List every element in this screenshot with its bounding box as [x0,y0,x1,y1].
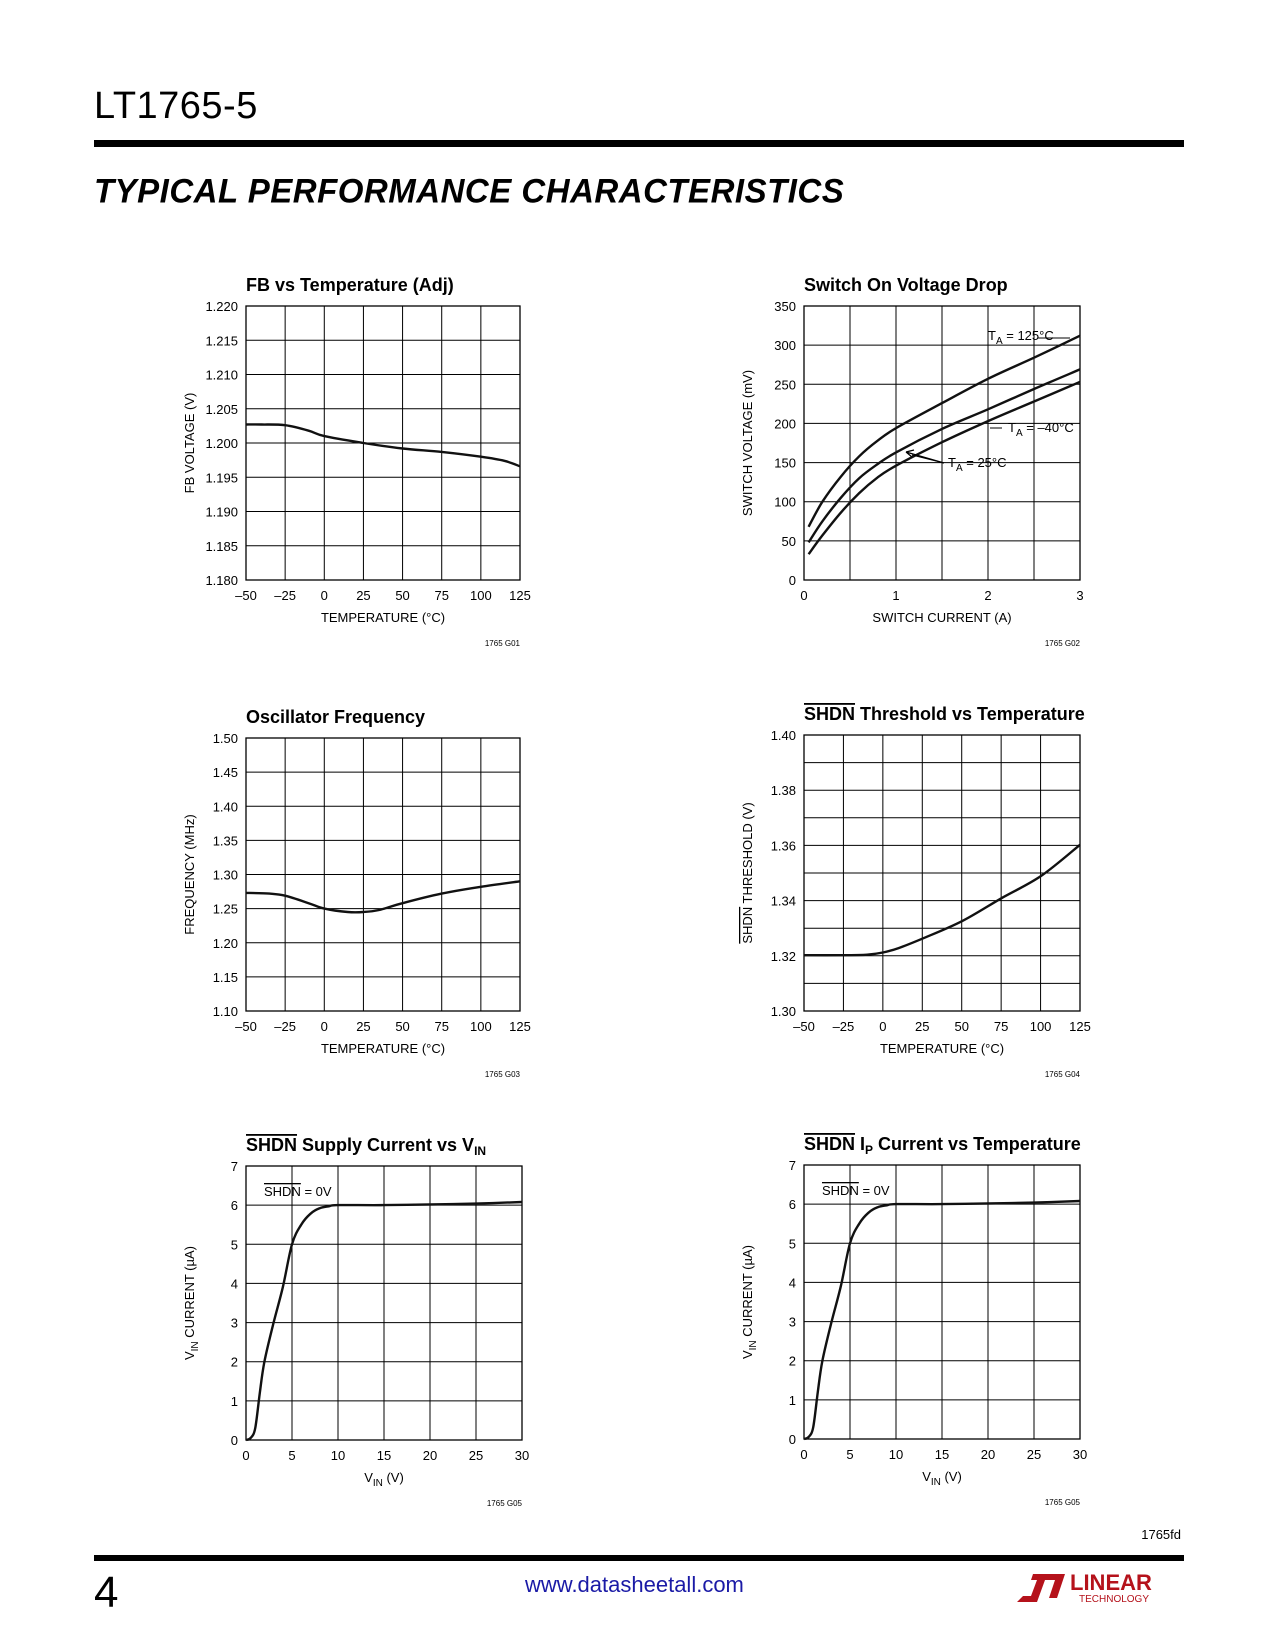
x-tick-label: 100 [470,1019,492,1034]
chart-title: SHDN $I_P$ Current vs Temperature [804,1134,1081,1157]
annotation-label: SHDN = 0V [264,1184,332,1199]
y-axis-label: FB VOLTAGE (V) [182,392,197,494]
y-tick-label: 1.30 [770,1004,796,1019]
y-tick-label: 1.38 [770,783,796,799]
figure-code: 1765 G05 [486,1499,522,1508]
series-label-2: $T_A = 25^\circ C$ [948,455,1007,474]
x-tick-label: 30 [1072,1447,1088,1462]
x-tick-label: 0 [320,588,328,603]
series-line-0 [246,424,520,466]
y-tick-label: 1.36 [770,838,796,854]
y-tick-label: 1.205 [205,401,238,417]
x-axis-label: $V_{IN}$ (V) [364,1470,404,1489]
y-tick-label: 6 [230,1198,238,1214]
y-axis-label: SWITCH VOLTAGE (mV) [740,369,755,517]
x-axis-label: SWITCH CURRENT (A) [872,610,1012,625]
x-tick-label: –50 [793,1019,815,1034]
series-label-1: $T_A = -40^\circ C$ [1008,420,1074,439]
chart-g04 [740,704,1091,1079]
series-label-0: $T_A = 125^\circ C$ [988,328,1054,347]
x-tick-label: 0 [800,1447,808,1462]
x-tick-label: –25 [832,1019,855,1034]
y-tick-label: 150 [774,455,796,471]
x-axis-label: TEMPERATURE (°C) [879,1041,1005,1056]
x-tick-label: 100 [1029,1019,1052,1034]
y-tick-label: 0 [788,1432,796,1447]
x-tick-label: 10 [888,1447,904,1462]
y-tick-label: 6 [788,1197,796,1213]
x-tick-label: –25 [274,588,296,603]
x-tick-label: 25 [468,1448,484,1463]
chart-g03 [182,707,531,1079]
x-tick-label: 100 [470,588,492,603]
x-tick-label: 0 [800,588,808,603]
x-tick-label: 2 [984,588,992,603]
part-number: LT1765-5 [94,85,258,127]
y-axis-label: FREQUENCY (MHz) [182,814,197,935]
y-tick-label: 200 [774,416,796,432]
x-tick-label: 25 [356,1019,371,1034]
y-tick-label: 350 [774,299,796,314]
y-tick-label: 1.20 [212,935,238,951]
x-tick-label: 125 [1069,1019,1091,1034]
y-axis-label: $V_{IN}$ CURRENT (µA) [182,1245,201,1361]
x-tick-label: 5 [288,1448,296,1463]
y-tick-label: 1.40 [212,799,238,815]
figure-code: 1765 G01 [484,639,520,648]
y-tick-label: 1 [230,1393,238,1409]
x-tick-label: 50 [954,1019,969,1034]
y-tick-label: 1.32 [770,948,796,964]
y-tick-label: 1.10 [212,1004,238,1019]
chart-g01 [182,275,531,648]
x-tick-label: 50 [395,588,410,603]
x-tick-label: 5 [846,1447,854,1462]
series-line-0 [246,881,520,912]
x-tick-label: 75 [434,1019,449,1034]
y-tick-label: 1.215 [205,333,238,349]
x-axis-label: TEMPERATURE (°C) [320,610,446,625]
chart-title: Oscillator Frequency [246,707,426,727]
x-tick-label: 25 [356,588,371,603]
logo-mark-icon [1017,1574,1065,1602]
y-axis-label: SHDN THRESHOLD (V) [740,802,755,944]
y-tick-label: 1.45 [212,765,238,781]
x-tick-label: 20 [422,1448,438,1463]
figure-code: 1765 G02 [1044,639,1080,648]
y-tick-label: 1 [788,1392,796,1408]
chart-title: FB vs Temperature (Adj) [246,275,454,295]
y-tick-label: 1.25 [212,901,238,917]
y-tick-label: 1.210 [205,367,238,383]
y-tick-label: 1.50 [212,731,238,746]
x-axis-label: TEMPERATURE (°C) [320,1041,446,1056]
y-tick-label: 7 [230,1159,238,1174]
y-tick-label: 1.185 [205,538,238,554]
x-tick-label: –50 [235,1019,257,1034]
x-tick-label: 75 [993,1019,1009,1034]
chart-g05a [182,1135,529,1508]
x-tick-label: 125 [509,1019,531,1034]
y-tick-label: 1.190 [205,504,238,520]
annotation-label: SHDN = 0V [822,1183,890,1198]
y-tick-label: 100 [774,494,796,510]
x-tick-label: 15 [934,1447,950,1462]
x-tick-label: 30 [514,1448,530,1463]
linear-technology-logo [1015,1568,1185,1608]
y-tick-label: 1.195 [205,470,238,486]
y-tick-label: 250 [774,377,796,393]
website-link[interactable]: www.datasheetall.com [525,1572,744,1597]
y-tick-label: 1.40 [770,728,796,743]
footer-rule [94,1555,1184,1561]
x-tick-label: 50 [395,1019,410,1034]
x-tick-label: 3 [1076,588,1084,603]
section-title: TYPICAL PERFORMANCE CHARACTERISTICS [94,171,845,210]
chart-title: SHDN Supply Current vs $V_{IN}$ [246,1135,487,1158]
logo-line2: TECHNOLOGY [1079,1594,1150,1605]
x-tick-label: –50 [235,588,257,603]
figure-code: 1765 G03 [484,1070,520,1079]
y-tick-label: 3 [788,1314,796,1330]
y-tick-label: 2 [788,1353,796,1369]
x-tick-label: 20 [980,1447,996,1462]
figure-code: 1765 G05 [1044,1498,1080,1507]
y-tick-label: 1.220 [205,299,238,314]
x-tick-label: –25 [274,1019,296,1034]
y-tick-label: 1.35 [212,833,238,849]
page-number: 4 [94,1568,119,1617]
x-tick-label: 75 [434,588,449,603]
x-tick-label: 1 [892,588,900,603]
x-tick-label: 10 [330,1448,346,1463]
y-tick-label: 1.200 [205,436,238,451]
series-line-0 [804,845,1080,955]
y-tick-label: 0 [230,1433,238,1448]
series-line-1 [809,369,1080,542]
logo-line1: LINEAR [1070,1570,1152,1595]
y-tick-label: 4 [788,1275,796,1291]
x-tick-label: 0 [242,1448,250,1463]
x-tick-label: 15 [376,1448,392,1463]
y-tick-label: 1.15 [212,969,238,985]
y-tick-label: 50 [781,533,796,549]
x-tick-label: 25 [1026,1447,1042,1462]
x-axis-label: $V_{IN}$ (V) [922,1469,962,1488]
chart-title: Switch On Voltage Drop [804,275,1008,295]
y-tick-label: 7 [788,1158,796,1173]
x-tick-label: 0 [320,1019,328,1034]
chart-g02 [740,275,1084,648]
y-tick-label: 1.30 [212,867,238,883]
chart-g05b [740,1134,1087,1507]
x-tick-label: 0 [879,1019,887,1034]
y-axis-label: $V_{IN}$ CURRENT (µA) [740,1244,759,1360]
figure-code: 1765 G04 [1044,1070,1080,1079]
y-tick-label: 0 [788,573,796,588]
x-tick-label: 125 [509,588,531,603]
y-tick-label: 5 [230,1237,238,1253]
y-tick-label: 5 [788,1236,796,1252]
y-tick-label: 1.34 [770,893,796,909]
y-tick-label: 300 [774,338,796,354]
y-tick-label: 4 [230,1276,238,1292]
y-tick-label: 3 [230,1315,238,1331]
chart-title: SHDN Threshold vs Temperature [804,704,1085,724]
document-id: 1765fd [1141,1527,1181,1542]
x-tick-label: 25 [915,1019,930,1034]
y-tick-label: 2 [230,1354,238,1370]
y-tick-label: 1.180 [205,573,238,588]
